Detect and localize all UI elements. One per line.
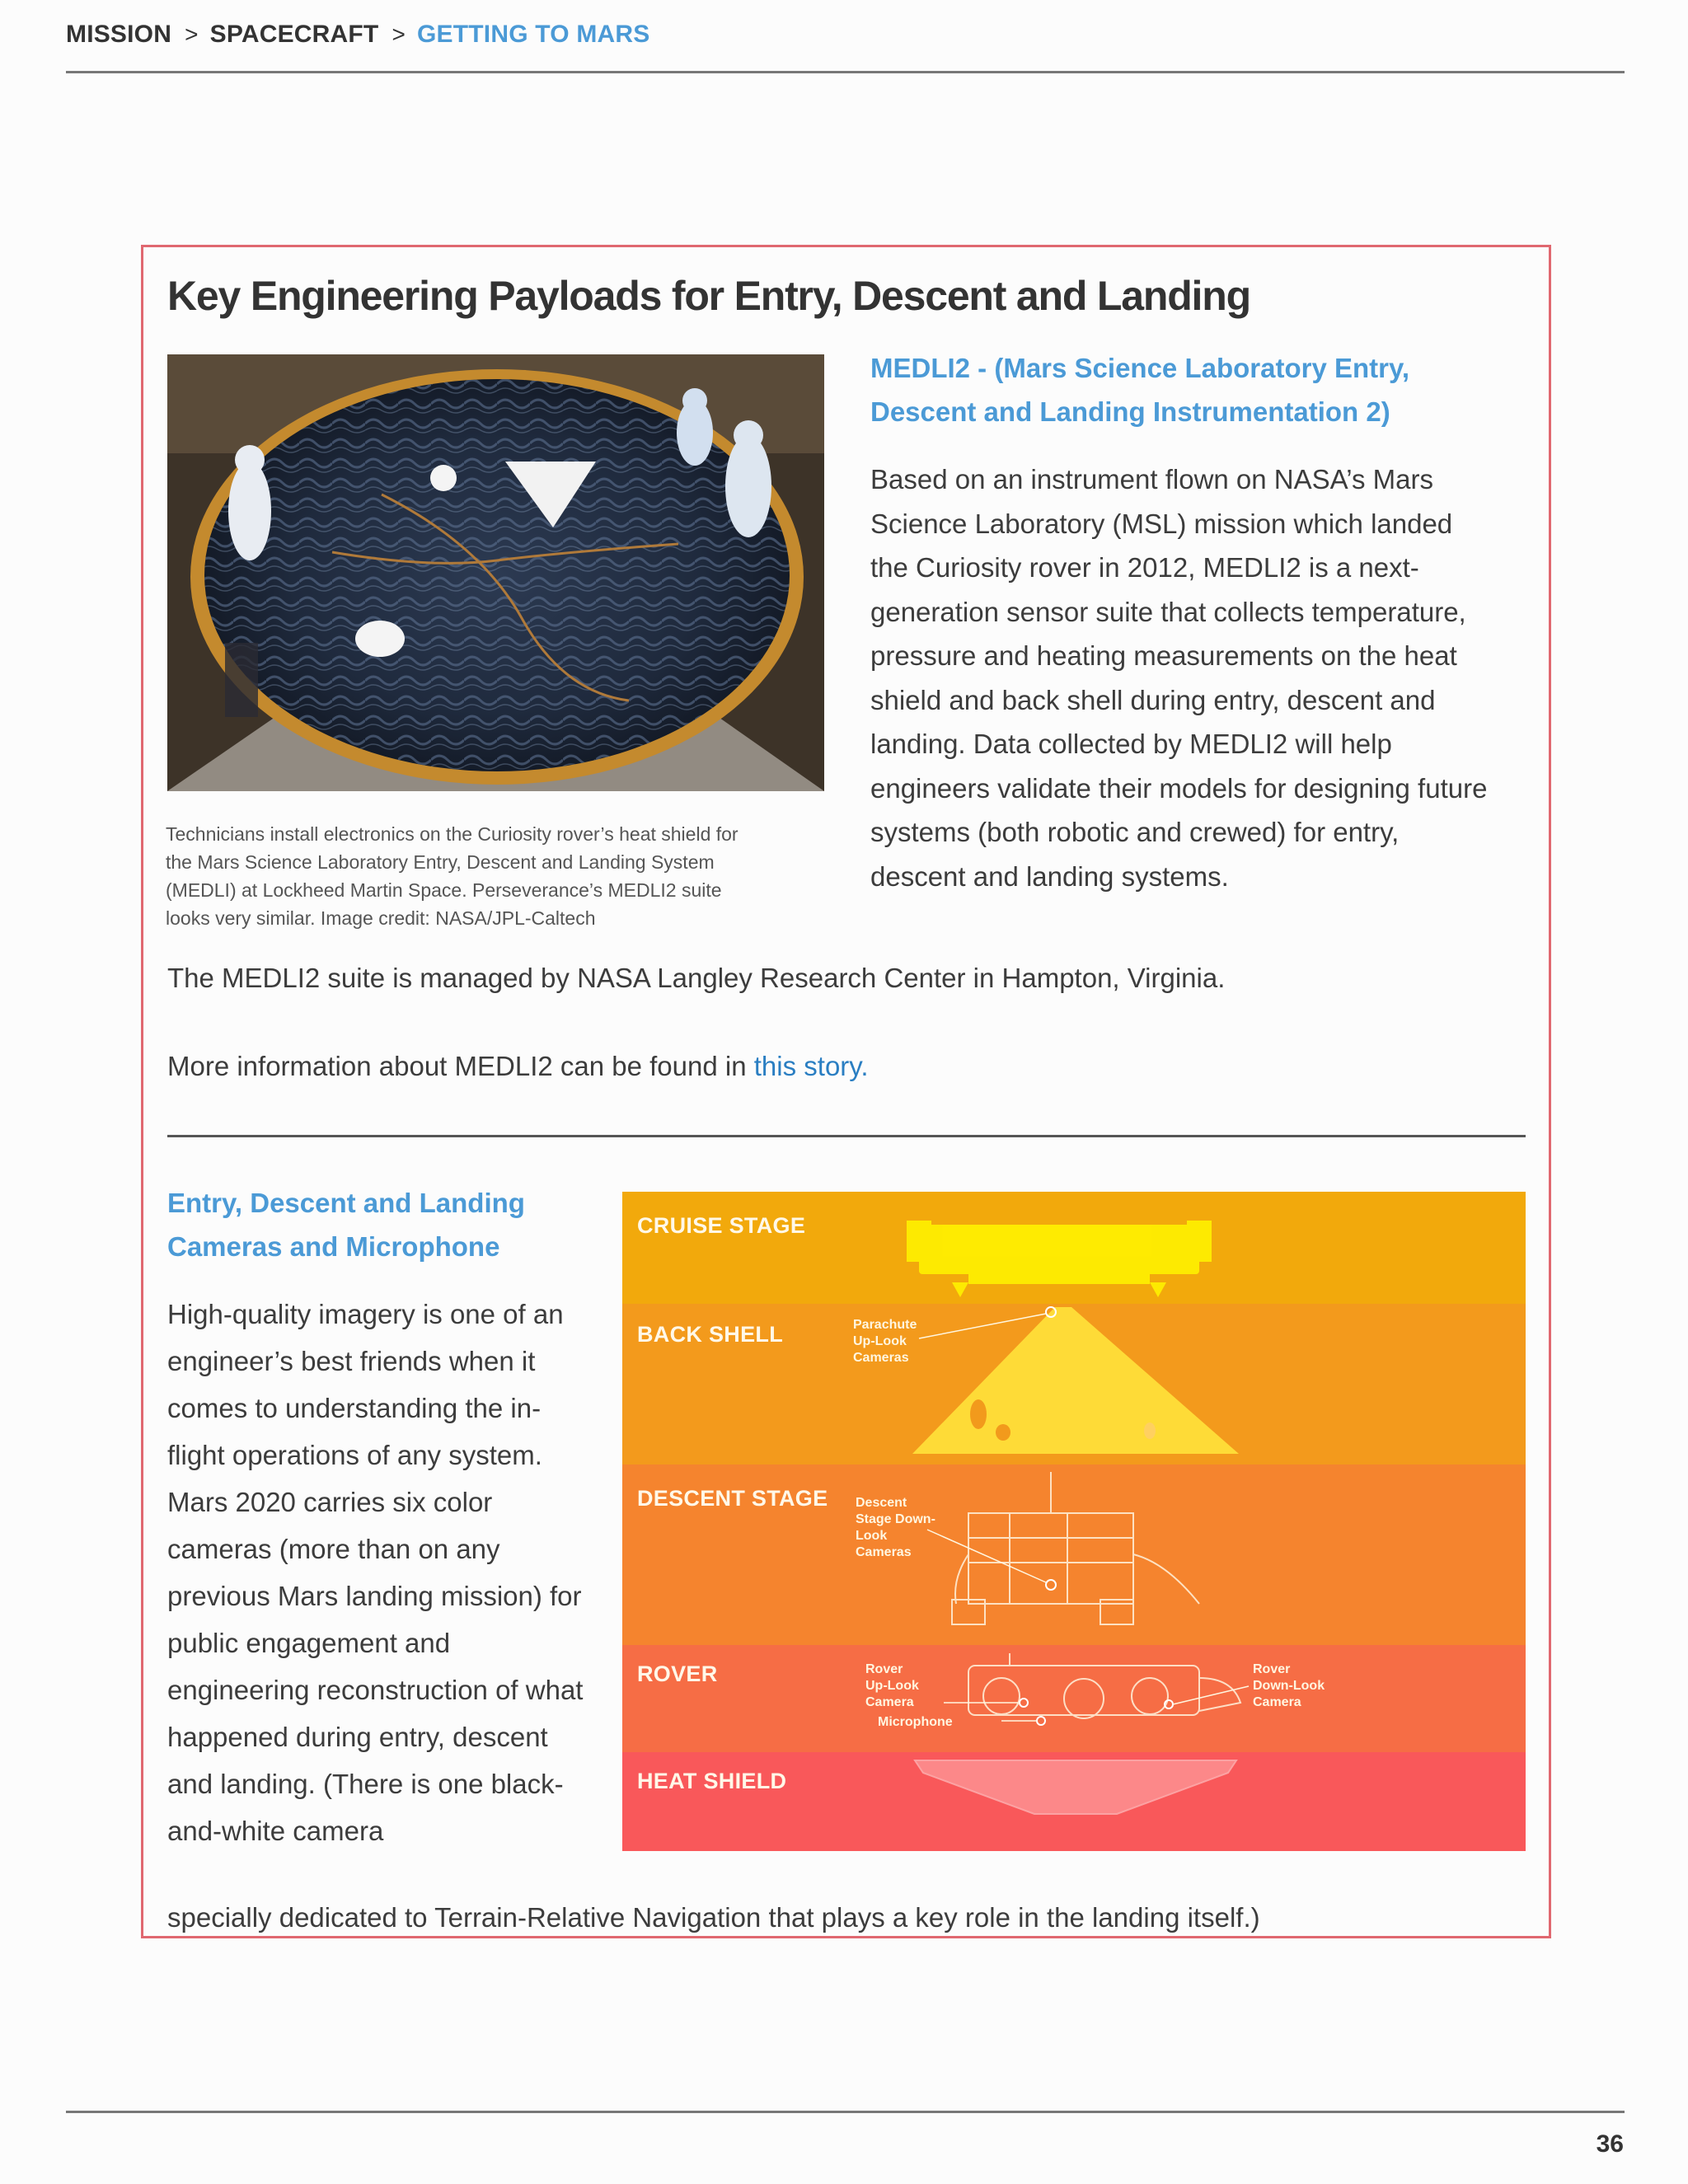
- more-info-paragraph: [167, 1044, 1519, 1089]
- box-title: Key Engineering Payloads for Entry, Descent and Landing: [167, 273, 1250, 319]
- callout-rover-up-camera: Rover Up-Look Camera: [865, 1662, 919, 1709]
- chevron-right-icon: >: [185, 21, 199, 47]
- spacecraft-drawing: [622, 1192, 1526, 1851]
- page-number: 36: [1596, 2130, 1624, 2158]
- heat-shield-illustration: [167, 354, 824, 791]
- stage-label-back-shell: BACK SHELL: [637, 1322, 783, 1347]
- section-divider: [167, 1135, 1526, 1137]
- medli2-body: Based on an instrument flown on NASA’s Mars Science Laboratory (MSL) mission which landed the Curiosity rover in 2012, MEDLI2 is a next-generation sensor suite that collects temperature, pressure and heating measurements on the heat shield and back shell during entry, descent and landing. Data collected by MEDLI2 will help engineers validate their models for designing future systems (both robotic and crewed) for entry, descent and landing systems.: [870, 464, 1488, 892]
- callout-parachute-cameras: Parachute Up-Look Cameras: [853, 1318, 917, 1365]
- chevron-right-icon: >: [392, 21, 406, 47]
- photo-caption: Technicians install electronics on the Curiosity rover’s heat shield for the Mars Science Laboratory Entry, Descent and Landing System (MEDLI) at Lockheed Martin Space. Perseverance’s MEDLI2 suite looks very similar. Image credit: NASA/JPL-Caltech: [166, 823, 738, 929]
- stage-label-rover: ROVER: [637, 1661, 718, 1686]
- langley-paragraph: The MEDLI2 suite is managed by NASA Langley Research Center in Hampton, Virginia.: [167, 963, 1226, 993]
- callout-microphone: Microphone: [878, 1715, 953, 1729]
- cameras-body-continued: specially dedicated to Terrain-Relative Navigation that plays a key role in the landing itself.): [167, 1902, 1260, 1933]
- footer-divider: [66, 2111, 1625, 2113]
- medli2-section: [870, 346, 1497, 898]
- cameras-section: [167, 1181, 596, 1854]
- edl-cameras-diagram: [622, 1192, 1526, 1851]
- payloads-box: [141, 245, 1551, 1938]
- stage-label-descent: DESCENT STAGE: [637, 1486, 828, 1511]
- stage-label-cruise: CRUISE STAGE: [637, 1213, 806, 1238]
- callout-rover-down-camera: Rover Down-Look Camera: [1253, 1662, 1325, 1709]
- breadcrumb: [66, 18, 649, 51]
- stage-label-heat-shield: HEAT SHIELD: [637, 1769, 787, 1793]
- breadcrumb-mission[interactable]: MISSION: [66, 21, 172, 48]
- cameras-body: High-quality imagery is one of an engineer’s best friends when it comes to understanding the in-flight operations of any system. Mars 2020 carries six color cameras (more than on any previous Mars landing mission) for public engagement and engineering reconstruction of what happened during entry, descent and landing. (There is one black-and-white camera: [167, 1299, 584, 1846]
- cameras-heading: Entry, Descent and Landing Cameras and Microphone: [167, 1188, 525, 1262]
- more-info-text: More information about MEDLI2 can be found in: [167, 1051, 754, 1081]
- callout-descent-cameras: Descent Stage Down-Look Cameras: [856, 1496, 935, 1559]
- breadcrumb-getting-to-mars[interactable]: GETTING TO MARS: [417, 21, 650, 48]
- header-divider: [66, 71, 1625, 73]
- heat-shield-photo: [167, 354, 824, 791]
- breadcrumb-spacecraft[interactable]: SPACECRAFT: [209, 21, 379, 48]
- medli2-heading: MEDLI2 - (Mars Science Laboratory Entry, Descent and Landing Instrumentation 2): [870, 353, 1410, 427]
- this-story-link[interactable]: this story.: [753, 1051, 869, 1081]
